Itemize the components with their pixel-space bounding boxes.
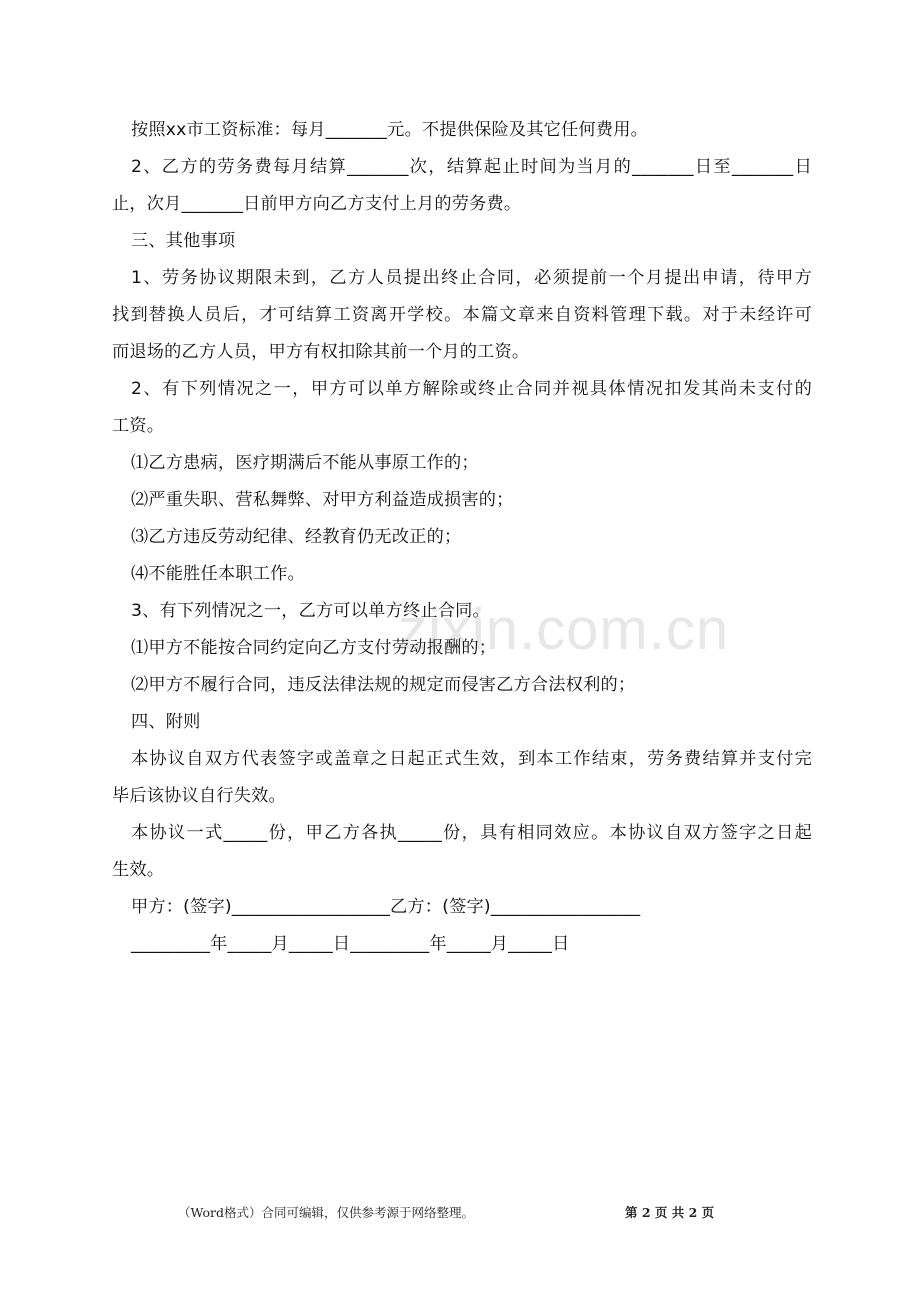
- section-heading: 三、其他事项: [131, 231, 236, 251]
- paragraph-line: 3、有下列情况之一，乙方可以单方终止合同。: [131, 601, 490, 621]
- watermark: zixin.com.cn: [398, 597, 730, 662]
- paragraph-line: 生效。: [112, 860, 165, 880]
- paragraph-line: 止，次月_______日前甲方向乙方支付上月的劳务费。: [112, 194, 522, 214]
- list-item: ⑶乙方违反劳动纪律、经教育仍无改正的；: [131, 527, 462, 547]
- paragraph-line: 而退场的乙方人员，甲方有权扣除其前一个月的工资。: [112, 342, 530, 362]
- footer-note: （Word格式）合同可编辑，仅供参考源于网络整理。: [178, 1205, 475, 1220]
- paragraph-line: 毕后该协议自行失效。: [112, 786, 286, 806]
- paragraph-line: 工资。: [112, 416, 165, 436]
- paragraph-line: 2、乙方的劳务费每月结算_______次，结算起止时间为当月的_______日至_______日: [131, 157, 812, 177]
- page-number: 第 2 页 共 2 页: [625, 1205, 715, 1220]
- list-item: ⑵甲方不履行合同，违反法律法规的规定而侵害乙方合法权利的；: [131, 675, 636, 695]
- paragraph-line: 1、劳务协议期限未到，乙方人员提出终止合同，必须提前一个月提出申请，待甲方: [131, 268, 812, 288]
- paragraph-line: 本协议一式_____份，甲乙方各执_____份，具有相同效应。本协议自双方签字之日起: [131, 823, 812, 843]
- paragraph-line: 本协议自双方代表签字或盖章之日起正式生效，到本工作结束，劳务费结算并支付完: [131, 749, 812, 769]
- list-item: ⑷不能胜任本职工作。: [131, 564, 305, 584]
- list-item: ⑴甲方不能按合同约定向乙方支付劳动报酬的；: [131, 638, 497, 658]
- list-item: ⑵严重失职、营私舞弊、对甲方利益造成损害的；: [131, 490, 514, 510]
- paragraph-line: 按照xx市工资标准：每月_______元。不提供保险及其它任何费用。: [131, 120, 648, 140]
- document-body: [112, 114, 812, 965]
- signature-line: 甲方：(签字)__________________乙方：(签字)_________________: [131, 897, 641, 917]
- section-heading: 四、附则: [131, 712, 201, 732]
- paragraph-line: 找到替换人员后，才可结算工资离开学校。本篇文章来自资料管理下载。对于未经许可: [112, 305, 812, 325]
- date-line: _________年_____月_____日_________年_____月_____日: [131, 934, 570, 954]
- list-item: ⑴乙方患病，医疗期满后不能从事原工作的；: [131, 453, 479, 473]
- paragraph-line: 2、有下列情况之一，甲方可以单方解除或终止合同并视具体情况扣发其尚未支付的: [131, 379, 812, 399]
